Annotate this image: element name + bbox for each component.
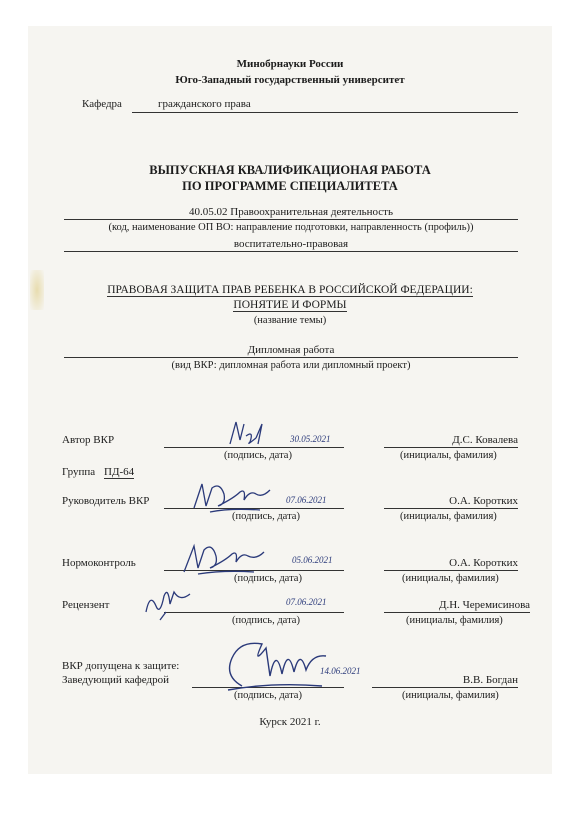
vkr-kind-line <box>64 357 518 358</box>
normcontrol-signature <box>180 538 270 578</box>
author-name-line <box>384 447 518 448</box>
normcontrol-date: 05.06.2021 <box>292 555 333 565</box>
reviewer-name: Д.Н. Черемисинова <box>438 599 530 611</box>
city-year: Курск 2021 г. <box>259 716 321 728</box>
supervisor-name-caption: (инициалы, фамилия) <box>400 511 497 522</box>
vkr-kind-caption: (вид ВКР: дипломная работа или дипломный проект) <box>171 360 411 371</box>
admission-name-caption: (инициалы, фамилия) <box>402 690 499 701</box>
normcontrol-name-line <box>384 570 518 571</box>
author-date: 30.05.2021 <box>290 434 331 444</box>
program-code-value: 40.05.02 Правоохранительная деятельность <box>189 206 393 218</box>
group-label: Группа <box>62 466 96 478</box>
reviewer-name-line <box>384 612 530 613</box>
author-signature <box>226 416 270 450</box>
work-type-line1: ВЫПУСКНАЯ КВАЛИФИКАЦИОНАЯ РАБОТА <box>149 163 431 177</box>
normcontrol-name: О.А. Коротких <box>449 557 518 569</box>
author-name-caption: (инициалы, фамилия) <box>400 450 497 461</box>
admission-name: В.В. Богдан <box>462 674 518 686</box>
reviewer-name-caption: (инициалы, фамилия) <box>406 615 503 626</box>
vkr-kind-value: Дипломная работа <box>247 344 335 356</box>
reviewer-date: 07.06.2021 <box>286 597 327 607</box>
ministry-title: Минобрнауки России <box>236 58 344 70</box>
admission-label-line2: Заведующий кафедрой <box>62 674 169 686</box>
supervisor-name: О.А. Коротких <box>449 495 518 507</box>
program-profile-line <box>64 251 518 252</box>
admission-signature <box>222 636 332 694</box>
program-code-line <box>64 219 518 220</box>
normcontrol-sign-caption: (подпись, дата) <box>234 573 302 584</box>
reviewer-label: Рецензент <box>62 599 110 611</box>
department-line <box>132 112 518 113</box>
author-label: Автор ВКР <box>62 434 115 446</box>
admission-date: 14.06.2021 <box>320 666 361 676</box>
author-sign-caption: (подпись, дата) <box>224 450 292 461</box>
supervisor-date: 07.06.2021 <box>286 495 327 505</box>
program-code-caption: (код, наименование ОП ВО: направление подготовки, направленность (профиль)) <box>108 222 474 233</box>
group-value: ПД-64 <box>104 466 135 478</box>
topic-line1: ПРАВОВАЯ ЗАЩИТА ПРАВ РЕБЕНКА В РОССИЙСКОЙ ФЕДЕРАЦИИ: <box>107 284 473 296</box>
department-label: Кафедра <box>82 98 122 110</box>
admission-name-line <box>372 687 518 688</box>
topic-caption: (название темы) <box>253 315 327 326</box>
author-name: Д.С. Ковалева <box>452 434 518 446</box>
supervisor-label: Руководитель ВКР <box>62 495 150 507</box>
work-type-line2: ПО ПРОГРАММЕ СПЕЦИАЛИТЕТА <box>182 179 398 193</box>
reviewer-sign-caption: (подпись, дата) <box>232 615 300 626</box>
topic-line2: ПОНЯТИЕ И ФОРМЫ <box>233 299 347 311</box>
program-profile-value: воспитательно-правовая <box>233 238 349 250</box>
supervisor-name-line <box>384 508 518 509</box>
admission-label-line1: ВКР допущена к защите: <box>62 660 180 672</box>
university-title: Юго-Западный государственный университет <box>175 74 405 86</box>
reviewer-signature <box>140 582 200 622</box>
normcontrol-label: Нормоконтроль <box>62 557 136 569</box>
department-value: гражданского права <box>158 98 251 110</box>
document-sheet <box>28 26 552 774</box>
supervisor-sign-caption: (подпись, дата) <box>232 511 300 522</box>
normcontrol-name-caption: (инициалы, фамилия) <box>402 573 499 584</box>
admission-sign-caption: (подпись, дата) <box>234 690 302 701</box>
